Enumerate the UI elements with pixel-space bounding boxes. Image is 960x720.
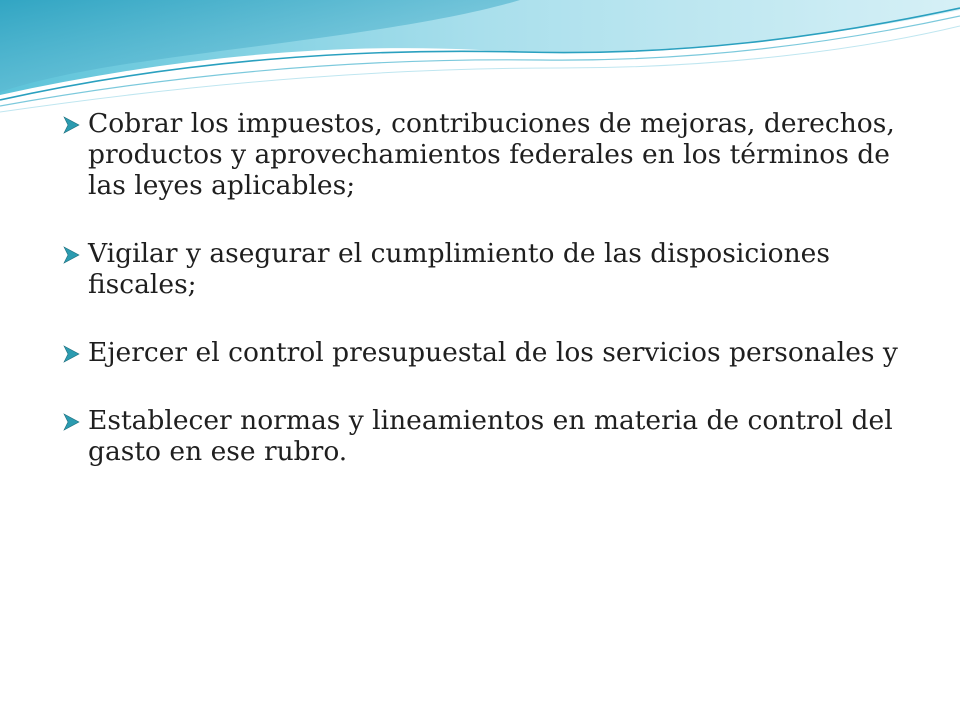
bullet-item — [62, 108, 922, 201]
bullet-text: Cobrar los impuestos, contribuciones de mejoras, derechos, productos y aprovechamientos federales en los términos de las leyes aplicables; — [88, 108, 895, 201]
bullet-text: Ejercer el control presupuestal de los servicios personales y — [88, 337, 898, 368]
bullet-item — [62, 238, 922, 300]
arrowhead-icon — [62, 116, 80, 134]
arrowhead-icon — [62, 413, 80, 431]
bullet-item — [62, 405, 922, 467]
bullet-list — [62, 108, 922, 504]
decorative-wave-header — [0, 0, 960, 120]
bullet-text: Establecer normas y lineamientos en materia de control del gasto en ese rubro. — [88, 405, 893, 467]
bullet-text: Vigilar y asegurar el cumplimiento de las disposiciones fiscales; — [88, 238, 830, 300]
arrowhead-icon — [62, 345, 80, 363]
arrowhead-icon — [62, 246, 80, 264]
bullet-item — [62, 337, 922, 368]
